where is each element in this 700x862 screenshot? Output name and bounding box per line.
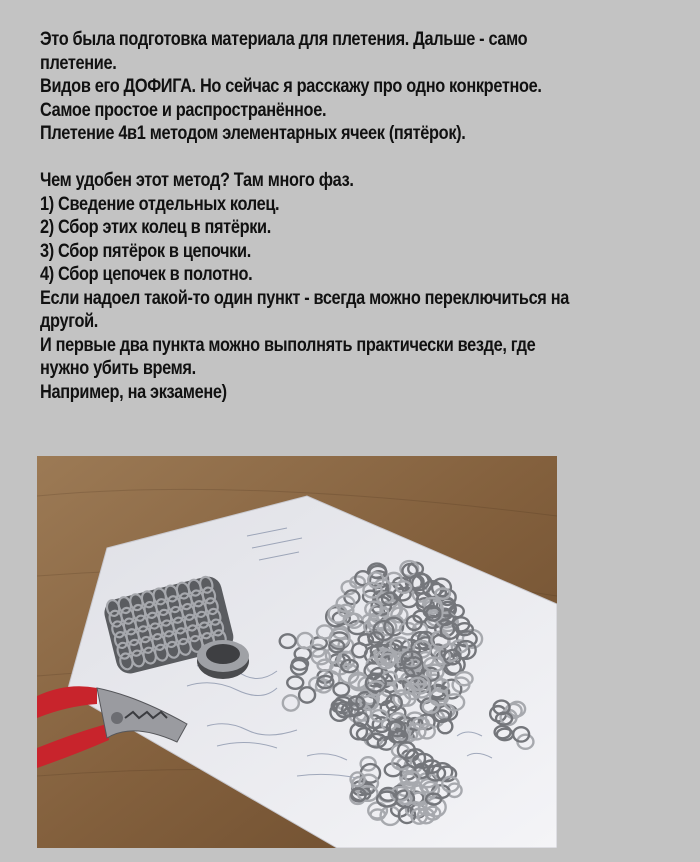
paragraph-gap [40,146,680,170]
outro-line: Если надоел такой-то один пункт - всегда можно переключиться на [40,287,569,309]
article-text [40,28,680,404]
intro-line: Плетение 4в1 методом элементарных ячеек (пятёрок). [40,123,466,144]
outro-line: Например, на экзамене) [40,381,227,403]
outro-line: нужно убить время. [40,358,196,379]
step-item: 1) Сведение отдельных колец. [40,193,280,215]
intro-line: Видов его ДОФИГА. Но сейчас я расскажу про одно конкретное. [40,76,542,97]
intro-line: Самое простое и распространённое. [40,99,327,121]
outro-line: другой. [40,311,98,332]
intro-line: Это была подготовка материала для плетения. Дальше - само [40,29,528,50]
step-item: 3) Сбор пятёрок в цепочки. [40,240,251,262]
outro-line: И первые два пункта можно выполнять практически везде, где [40,334,536,356]
intro-line: плетение. [40,52,117,74]
metal-band [197,640,249,679]
step-item: 4) Сбор цепочек в полотно. [40,264,253,285]
method-question: Чем удобен этот метод? Там много фаз. [40,170,354,191]
step-item: 2) Сбор этих колец в пятёрки. [40,217,271,238]
chainmail-photo [37,456,557,848]
